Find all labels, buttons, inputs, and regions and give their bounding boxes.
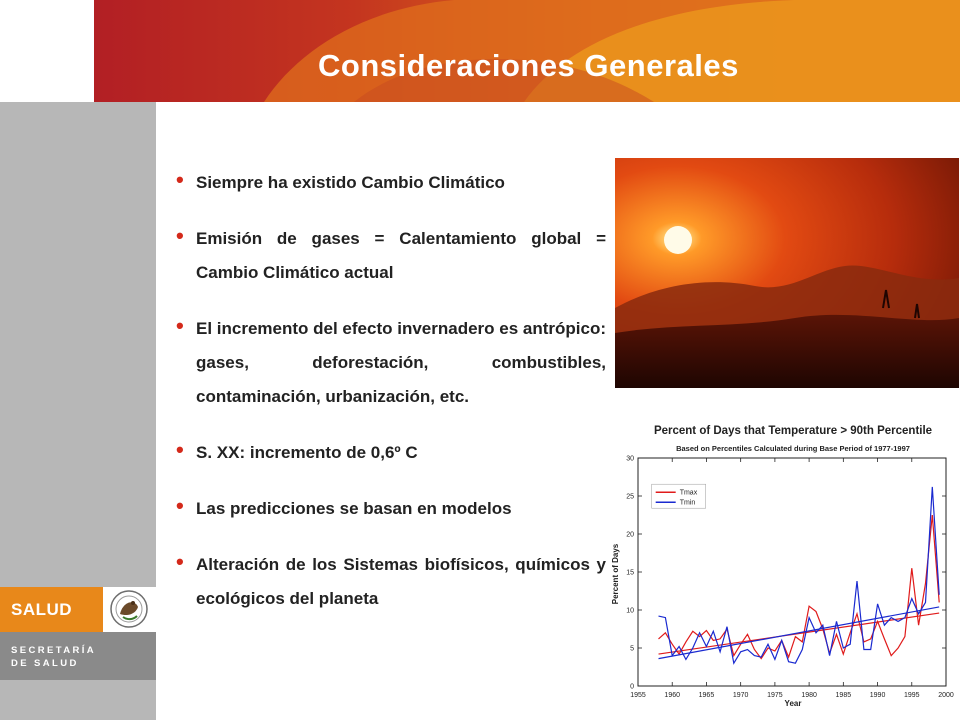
y-tick-label: 0 bbox=[630, 683, 634, 691]
secretaria-box bbox=[0, 632, 156, 680]
bullet-item: • Emisión de gases = Calentamiento global = Cambio Climático actual bbox=[176, 222, 606, 290]
chart-svg bbox=[606, 416, 960, 712]
bullet-icon: • bbox=[176, 223, 184, 248]
y-tick-label: 20 bbox=[626, 531, 634, 539]
bullet-item: • Siempre ha existido Cambio Climático bbox=[176, 166, 606, 200]
bullet-list bbox=[176, 166, 606, 616]
logo-line1: SECRETARÍA bbox=[11, 645, 97, 656]
bullet-item: • S. XX: incremento de 0,6º C bbox=[176, 436, 606, 470]
x-tick-label: 1965 bbox=[698, 692, 715, 699]
legend-label-tmax: Tmax bbox=[679, 489, 698, 497]
bullet-icon: • bbox=[176, 167, 184, 192]
x-tick-label: 1970 bbox=[732, 692, 749, 699]
x-tick-label: 1960 bbox=[664, 692, 681, 699]
y-tick-label: 15 bbox=[626, 569, 634, 577]
bullet-item: • Las predicciones se basan en modelos bbox=[176, 492, 606, 526]
bullet-item: • El incremento del efecto invernadero es antrópico: gases, deforestación, combustibles, contaminación, urbanización, etc. bbox=[176, 312, 606, 414]
sunset-photo bbox=[615, 158, 959, 388]
x-tick-label: 1990 bbox=[869, 692, 886, 699]
legend-label-tmin: Tmin bbox=[679, 499, 696, 507]
mexico-seal-icon bbox=[103, 587, 156, 632]
chart-xlabel: Year bbox=[784, 699, 802, 708]
bullet-icon: • bbox=[176, 493, 184, 518]
x-tick-label: 1995 bbox=[903, 692, 920, 699]
y-tick-label: 5 bbox=[630, 645, 634, 653]
x-tick-label: 1975 bbox=[767, 692, 783, 699]
bullet-icon: • bbox=[176, 549, 184, 574]
salud-logo-text: SALUD bbox=[0, 587, 103, 632]
temperature-chart bbox=[606, 416, 960, 712]
chart-subtitle: Based on Percentiles Calculated during Base Period of 1977-1997 bbox=[676, 444, 910, 453]
chart-title: Percent of Days that Temperature > 90th Percentile bbox=[653, 425, 933, 437]
logo-line2: DE SALUD bbox=[11, 658, 79, 669]
legend-box bbox=[652, 484, 706, 508]
x-tick-label: 2000 bbox=[938, 692, 954, 699]
x-tick-label: 1980 bbox=[801, 692, 817, 699]
x-tick-label: 1955 bbox=[630, 692, 646, 699]
page-title: Consideraciones Generales bbox=[318, 48, 739, 83]
y-tick-label: 25 bbox=[626, 493, 634, 501]
y-tick-label: 30 bbox=[626, 455, 634, 463]
bullet-icon: • bbox=[176, 437, 184, 462]
bullet-item: • Alteración de los Sistemas biofísicos, químicos y ecológicos del planeta bbox=[176, 548, 606, 616]
chart-ylabel: Percent of Days bbox=[611, 543, 620, 605]
y-tick-label: 10 bbox=[626, 607, 634, 615]
bullet-icon: • bbox=[176, 313, 184, 338]
x-tick-label: 1985 bbox=[835, 692, 852, 699]
